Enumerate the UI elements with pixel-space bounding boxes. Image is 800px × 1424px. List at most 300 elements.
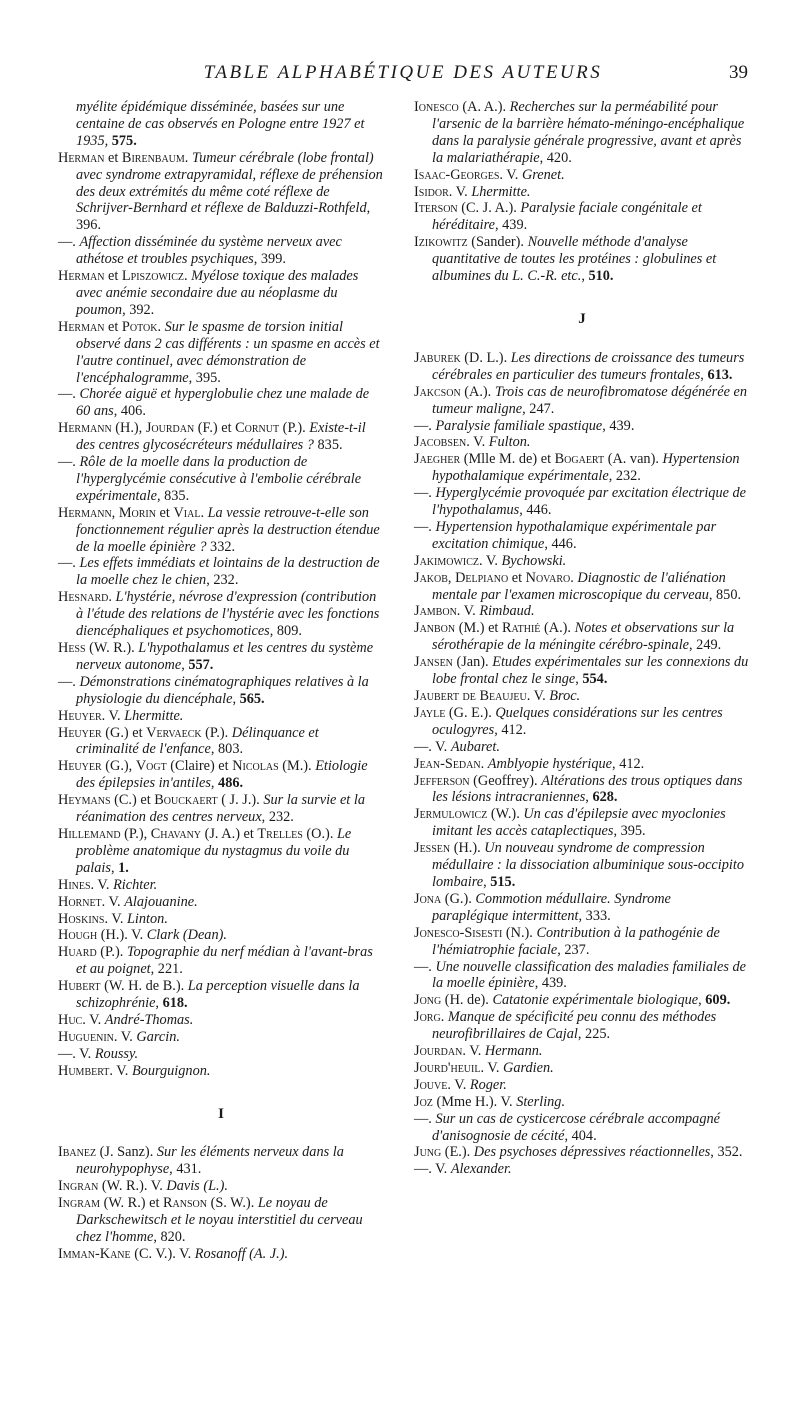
entry-text: (G.),: [101, 758, 136, 775]
page-reference: 1.: [118, 859, 129, 876]
author-name: Nicolas: [232, 758, 279, 775]
entry-text: (C. J. A.).: [457, 200, 521, 217]
entry-text: ( J. J.).: [217, 792, 264, 809]
author-name: Jean-Sedan: [414, 755, 481, 772]
index-entry: [58, 894, 384, 911]
entry-text: 332.: [206, 538, 236, 555]
author-name: Janbon: [414, 620, 456, 637]
entry-text: , 221.: [150, 961, 183, 978]
index-entry: [58, 234, 384, 268]
entry-text: (Mlle M. de) et: [460, 451, 555, 468]
index-entry: [58, 708, 384, 725]
entry-text: —.: [414, 518, 436, 535]
index-entry: [58, 911, 384, 928]
entry-text: . V.: [456, 603, 480, 620]
entry-text: (N.).: [502, 924, 537, 941]
author-name: Hermann: [58, 504, 112, 521]
index-entry: [414, 739, 750, 756]
index-entry: [414, 840, 750, 891]
entry-text: , 396.: [76, 200, 371, 234]
entry-text: et: [104, 149, 122, 166]
entry-text: . V.: [109, 1062, 132, 1079]
author-name: Hess: [58, 640, 86, 656]
entry-text: (A.).: [540, 620, 575, 637]
index-entry: [414, 654, 750, 688]
article-title: Tumeur cérébrale (lobe frontal) avec syndrome extrapyramidal, réflexe de préhension des deux extrémités du même coté réflexe de Schrijver-Bernhard et réflexe de Balduzzi-Rothfeld: [76, 149, 383, 217]
author-name: Jorg: [414, 1009, 441, 1026]
author-name: Heuyer: [58, 758, 102, 775]
entry-text: . V.: [113, 1028, 137, 1045]
entry-text: ,: [210, 775, 219, 792]
entry-text: ,: [698, 992, 706, 1009]
entry-text: (H.).: [450, 840, 485, 857]
entry-text: .: [108, 589, 116, 606]
article-title: Myélose toxique des malades avec anémie secondaire due au néoplasme du poumon: [76, 268, 359, 318]
entry-text: , 392.: [122, 301, 155, 318]
entry-text: (H.),: [111, 420, 146, 437]
index-entry: [58, 826, 384, 877]
entry-text: , 439.: [534, 975, 567, 992]
entry-text: . V.: [448, 183, 472, 200]
entry-text: ,: [581, 268, 589, 285]
index-entry: [58, 758, 384, 792]
author-name: Hough: [58, 927, 98, 944]
entry-text: (G.).: [441, 890, 476, 907]
index-entry: [414, 167, 750, 184]
index-entry: [414, 1094, 750, 1111]
article-title: Sur le spasme de torsion initial observé dans 2 cas différents : un spasme en accès et l'autre continuel, avec démonstration de l'encéphalogramme: [76, 318, 380, 386]
index-entry: [58, 1029, 384, 1046]
author-name: Bouckaert: [154, 792, 218, 809]
author-name: Jakcson: [414, 383, 461, 400]
article-title: Un nouveau syndrome de compression médullaire : la dissociation albuminique sous-occipito lombaire: [432, 840, 744, 890]
page-reference: 618.: [162, 995, 188, 1012]
article-title: Hypertension hypothalamique expérimentale: [432, 451, 740, 485]
index-entry: [58, 944, 384, 978]
index-entry: [414, 200, 750, 234]
entry-text: 835.: [313, 437, 343, 454]
article-title: myélite épidémique disséminée, basées sur une centaine de cas observés en Pologne entre 1927 et 1935,: [76, 99, 365, 149]
index-entry: [414, 688, 750, 705]
entry-text: (A.).: [460, 383, 495, 400]
entry-text: .: [184, 149, 192, 166]
author-name: Ionesco: [414, 99, 459, 115]
author-name: Isidor: [414, 183, 449, 200]
article-title: Lhermitte.: [471, 183, 531, 200]
article-title: Lhermitte.: [124, 707, 184, 724]
article-title: Hypertension hypothalamique expérimentale par excitation chimique: [432, 518, 717, 552]
entry-text: (M.) et: [455, 620, 502, 637]
index-entry: [414, 99, 750, 167]
entry-text: —.: [58, 673, 80, 690]
index-entry: [414, 234, 750, 285]
entry-text: . V.: [101, 707, 125, 724]
index-entry: [58, 725, 384, 759]
index-entry: [58, 454, 384, 505]
entry-text: (Mme H.). V.: [432, 1093, 517, 1110]
entry-text: . V.: [82, 1011, 105, 1028]
page-reference: 510.: [588, 268, 614, 285]
article-title: Rimbaud.: [479, 603, 535, 620]
author-name: Vogt: [135, 758, 167, 775]
page-number: 39: [729, 62, 748, 83]
author-name: Birenbaum: [121, 149, 185, 166]
index-entry: [58, 640, 384, 674]
article-title: Des psychoses dépressives réactionnelles: [473, 1144, 711, 1161]
author-name: Isaac-Georges: [414, 166, 500, 183]
entry-text: , 232.: [608, 468, 641, 485]
index-entry: [58, 1012, 384, 1029]
article-title: Rôle de la moelle dans la production de l'hyperglycémie consécutive à l'embolie cérébrale expérimentale: [76, 454, 362, 504]
index-entry: [414, 519, 750, 553]
page-reference: 613.: [707, 366, 733, 383]
author-name: Jouve: [414, 1076, 448, 1093]
author-name: Jona: [414, 890, 442, 907]
entry-text: (D. L.).: [460, 349, 511, 366]
author-name: Huc: [58, 1011, 83, 1028]
entry-text: . V.: [462, 1043, 485, 1060]
author-name: Herman: [58, 268, 105, 285]
page-reference: 628.: [592, 789, 618, 806]
article-title: Nouvelle méthode d'analyse quantitative de toutes les protéines : globulines et albumines du L. C.-R. etc.: [432, 234, 717, 285]
author-name: Jacobsen: [414, 434, 467, 451]
index-entry: [58, 589, 384, 640]
author-name: Jermulowicz: [414, 806, 488, 823]
index-entry: [414, 1161, 750, 1178]
author-name: Hermann: [58, 420, 112, 437]
entry-text: , 395.: [188, 369, 221, 386]
entry-text: (W. R.) et: [100, 1195, 164, 1212]
author-name: Jaubert de Beaujeu: [414, 688, 527, 704]
author-name: Heymans: [58, 792, 111, 809]
entry-text: —.: [58, 555, 80, 572]
page-reference: 609.: [705, 992, 731, 1009]
article-title: Trois cas de neurofibromatose dégénérée en tumeur maligne: [432, 383, 747, 417]
entry-text: , 820.: [153, 1229, 186, 1245]
entry-text: —. V.: [58, 1045, 95, 1062]
index-entry: [414, 705, 750, 739]
article-title: Le noyau de Darkschewitsch et le noyau interstitiel du cerveau chez l'homme: [76, 1195, 363, 1245]
entry-text: (A. van).: [604, 451, 663, 468]
entry-text: —.: [414, 958, 436, 975]
index-entry: [58, 268, 384, 319]
article-title: Catatonie expérimentale biologique: [492, 992, 699, 1009]
author-name: Jung: [414, 1144, 442, 1161]
index-entry: [58, 1144, 384, 1178]
entry-text: ,: [483, 873, 491, 890]
author-name: Jefferson: [414, 772, 470, 789]
author-name: Iterson: [414, 200, 458, 217]
index-entry: [58, 927, 384, 944]
author-name: Vervaeck: [146, 724, 202, 741]
article-title: Paralysie faciale congénitale et héréditaire: [432, 200, 702, 234]
index-entry: [414, 553, 750, 570]
article-title: Topographie du nerf médian à l'avant-bras et au poignet: [76, 944, 373, 978]
index-entry: [58, 877, 384, 894]
index-entry: [414, 806, 750, 840]
article-title: L'hypothalamus et les centres du système nerveux autonome: [76, 640, 374, 673]
entry-text: (C.) et: [110, 792, 155, 809]
author-name: Imman-Kane: [58, 1245, 131, 1262]
author-name: Lpiszowicz: [121, 268, 184, 285]
entry-text: , 431.: [169, 1161, 202, 1178]
entry-text: . V.: [466, 434, 489, 451]
author-name: Delpiano: [455, 569, 509, 586]
entry-text: (G.) et: [101, 724, 147, 741]
article-title: Etudes expérimentales sur les connexions du lobe frontal chez le singe: [432, 654, 749, 688]
entry-text: , 406.: [113, 403, 146, 420]
page-header: [58, 62, 748, 90]
entry-text: , 420.: [539, 149, 572, 166]
article-title: Aubaret.: [450, 738, 500, 755]
entry-text: (O.).: [302, 825, 337, 842]
entry-text: ,: [575, 671, 583, 688]
entry-text: , 835.: [156, 487, 190, 504]
entry-text: , 850.: [708, 586, 742, 603]
author-name: Bogaert: [554, 451, 605, 468]
entry-text: —.: [414, 1110, 436, 1127]
index-entry: [414, 1009, 750, 1043]
author-name: Heuyer: [58, 707, 102, 724]
entry-text: ,: [585, 789, 593, 806]
right-column: [414, 99, 750, 1178]
article-title: Une nouvelle classification des maladies familiales de la moelle épinière: [432, 958, 746, 992]
page-reference: 575.: [111, 132, 137, 149]
article-title: Démonstrations cinématographiques relatives à la physiologie du diencéphale: [76, 673, 369, 707]
article-title: Affection disséminée du système nerveux avec athétose et troubles psychiques: [76, 234, 342, 268]
entry-text: . V.: [480, 1059, 503, 1076]
article-title: Bychowski.: [501, 552, 567, 569]
article-title: Grenet.: [521, 166, 565, 183]
article-title: Clark (Dean).: [146, 927, 227, 944]
index-entry: [58, 420, 384, 454]
index-entry: [414, 451, 750, 485]
article-title: Diagnostic de l'aliénation mentale par l'examen microscopique du cerveau: [432, 569, 726, 603]
entry-text: —.: [58, 454, 80, 471]
entry-text: , 439.: [495, 217, 528, 234]
entry-text: et: [104, 268, 122, 285]
author-name: Chavany: [150, 825, 202, 842]
author-name: Trelles: [257, 825, 303, 842]
article-title: Richter.: [113, 876, 158, 893]
section-heading: J: [578, 310, 586, 327]
author-name: Potok: [121, 318, 158, 335]
author-name: Humbert: [58, 1062, 110, 1079]
author-name: Jakimowicz: [414, 552, 479, 569]
entry-text: —. V.: [414, 1161, 451, 1178]
index-entry: [58, 319, 384, 387]
entry-text: , 803.: [210, 741, 244, 758]
article-title: André-Thomas.: [104, 1011, 194, 1028]
article-title: Broc.: [549, 688, 581, 704]
index-entry: [414, 773, 750, 807]
left-column: [58, 99, 384, 1263]
article-title: Quelques considérations sur les centres oculogyres: [432, 704, 723, 738]
entry-text: , 446.: [519, 502, 552, 519]
entry-text: (F.) et: [194, 420, 236, 437]
index-entry: [414, 184, 750, 201]
entry-text: (P.).: [201, 724, 232, 741]
article-title: Fulton.: [488, 434, 531, 451]
entry-text: (E.).: [441, 1144, 474, 1161]
author-name: Hines: [58, 876, 91, 893]
entry-text: ,: [155, 995, 163, 1012]
entry-text: ,: [447, 569, 456, 586]
entry-text: (J. Sanz).: [96, 1144, 157, 1161]
index-entry: [58, 792, 384, 826]
author-name: Jonesco-Sisesti: [414, 924, 503, 941]
entry-text: ,: [181, 656, 189, 673]
index-entry: [58, 386, 384, 420]
index-entry: [58, 1195, 384, 1246]
entry-text: . V.: [447, 1076, 470, 1093]
page-reference: 554.: [582, 671, 608, 688]
article-title: Linton.: [126, 910, 168, 927]
entry-text: , 352.: [710, 1144, 743, 1161]
index-entry: [414, 350, 750, 384]
article-title: Les directions de croissance des tumeurs cérébrales en particulier des tumeurs frontales: [432, 349, 745, 383]
article-title: Manque de spécificité peu connu des méthodes neurofibrillaires de Cajal: [432, 1009, 717, 1043]
entry-text: et: [104, 318, 122, 335]
entry-text: , 439.: [602, 417, 635, 434]
entry-text: (Sander).: [467, 234, 528, 251]
entry-text: —.: [58, 234, 80, 251]
article-title: Un cas d'épilepsie avec myoclonies imitant les accès cataplectiques: [432, 806, 726, 840]
article-title: Sterling.: [516, 1093, 566, 1110]
author-name: Morin: [118, 504, 156, 521]
article-title: Sur la survie et la réanimation des centres nerveux: [76, 792, 365, 826]
entry-text: (J. A.) et: [201, 825, 258, 842]
article-title: Gardien.: [503, 1059, 554, 1076]
author-name: Hubert: [58, 978, 101, 995]
article-title: Amblyopie hystérique: [487, 755, 613, 772]
entry-text: . V.: [499, 166, 522, 183]
author-name: Jakob: [414, 569, 448, 586]
article-title: Etiologie des épilepsies in'antiles: [76, 758, 368, 792]
entry-text: .: [184, 268, 192, 285]
entry-text: (P.),: [120, 825, 151, 842]
index-entry: [414, 603, 750, 620]
index-entry: [414, 570, 750, 604]
entry-text: (W. R.).: [85, 640, 139, 656]
entry-text: (P.).: [96, 944, 127, 961]
author-name: Jambon: [414, 603, 457, 620]
page-reference: 557.: [188, 656, 214, 673]
author-name: Hornet: [58, 893, 102, 910]
article-title: La perception visuelle dans la schizophrénie: [76, 978, 360, 1012]
author-name: Jansen: [414, 654, 453, 671]
entry-text: (M.).: [278, 758, 316, 775]
entry-text: (C. V.). V.: [130, 1245, 195, 1262]
entry-text: , 237.: [557, 941, 590, 958]
entry-text: (H. de).: [441, 992, 493, 1009]
index-entry: [58, 150, 384, 235]
entry-text: et: [155, 504, 174, 521]
entry-text: (Claire) et: [166, 758, 233, 775]
article-title: Alexander.: [450, 1161, 512, 1178]
entry-text: —. V.: [414, 738, 451, 755]
author-name: Joz: [414, 1093, 433, 1110]
article-title: Contribution à la pathogénie de l'hémiatrophie faciale: [432, 924, 720, 958]
entry-text: (W. H. de B.).: [100, 978, 188, 995]
author-name: Jourdan: [414, 1043, 463, 1060]
article-title: Roussy.: [94, 1045, 139, 1062]
author-name: Hillemand: [58, 825, 121, 842]
entry-text: ,: [232, 690, 240, 707]
entry-text: .: [157, 318, 165, 335]
article-title: Rosanoff (A. J.).: [194, 1245, 289, 1262]
article-title: Hyperglycémie provoquée par excitation électrique de l'hypothalamus: [432, 485, 747, 519]
entry-text: , 446.: [544, 535, 577, 552]
index-entry: [58, 1178, 384, 1195]
entry-text: et: [508, 569, 526, 586]
entry-text: (W. R.). V.: [98, 1178, 167, 1195]
entry-text: , 232.: [206, 572, 239, 589]
author-name: Heuyer: [58, 724, 102, 741]
author-name: Cornut: [235, 420, 280, 437]
entry-text: . V.: [90, 876, 114, 893]
entry-text: , 404.: [564, 1127, 597, 1144]
author-name: Ingran: [58, 1178, 99, 1195]
author-name: Novaro: [525, 569, 571, 586]
article-title: Chorée aiguë et hyperglobulie chez une malade de 60 ans: [76, 386, 370, 420]
index-entry: [414, 959, 750, 993]
entry-text: . V.: [526, 688, 550, 704]
entry-text: , 809.: [269, 623, 302, 640]
entry-text: —.: [58, 386, 80, 403]
article-title: La vessie retrouve-t-elle son fonctionnement régulier après la destruction étendue de la moelle épinière ?: [76, 504, 380, 555]
entry-text: , 399.: [253, 251, 286, 268]
entry-text: (S. W.).: [207, 1195, 258, 1212]
index-entry: [414, 1077, 750, 1094]
entry-text: . V.: [479, 552, 502, 569]
entry-text: (Jan).: [452, 654, 493, 671]
author-name: Huard: [58, 944, 97, 961]
index-entry: [58, 1063, 384, 1080]
article-title: Roger.: [469, 1076, 507, 1093]
entry-text: . V.: [104, 910, 127, 927]
entry-text: .: [480, 755, 488, 772]
entry-text: .: [440, 1009, 448, 1026]
author-name: Jong: [414, 992, 442, 1009]
index-entry: [58, 555, 384, 589]
entry-text: (W.).: [487, 806, 524, 823]
author-name: Hoskins: [58, 910, 105, 927]
article-title: Délinquance et criminalité de l'enfance: [76, 724, 319, 758]
index-entry: [414, 1144, 750, 1161]
index-entry: [414, 434, 750, 451]
article-title: Sur les éléments nerveux dans la neurohypophyse: [76, 1144, 344, 1178]
article-title: Altérations des trous optiques dans les lésions intracraniennes: [432, 772, 743, 806]
article-title: Existe-t-il des centres glycosécréteurs médullaires ?: [76, 420, 366, 454]
article-title: Les effets immédiats et lointains de la destruction de la moelle chez le chien: [76, 555, 380, 589]
author-name: Ingram: [58, 1195, 100, 1212]
entry-text: , 333.: [578, 907, 611, 924]
index-entry: [58, 1046, 384, 1063]
author-name: Ibanez: [58, 1144, 97, 1161]
page-reference: 486.: [218, 775, 244, 792]
article-title: L'hystérie, névrose d'expression (contribution à l'étude des relations de l'hystérie avec les fonctions diencéphaliques et psychomotices: [76, 589, 380, 640]
article-title: Hermann.: [484, 1043, 543, 1060]
index-entry: [58, 674, 384, 708]
author-name: Herman: [58, 149, 105, 166]
index-entry: [58, 505, 384, 556]
article-title: Paralysie familiale spastique: [435, 417, 603, 434]
author-name: Hesnard: [58, 589, 109, 606]
index-entry: [414, 1060, 750, 1077]
author-name: Rathié: [501, 620, 541, 637]
author-name: Jaegher: [414, 451, 461, 468]
